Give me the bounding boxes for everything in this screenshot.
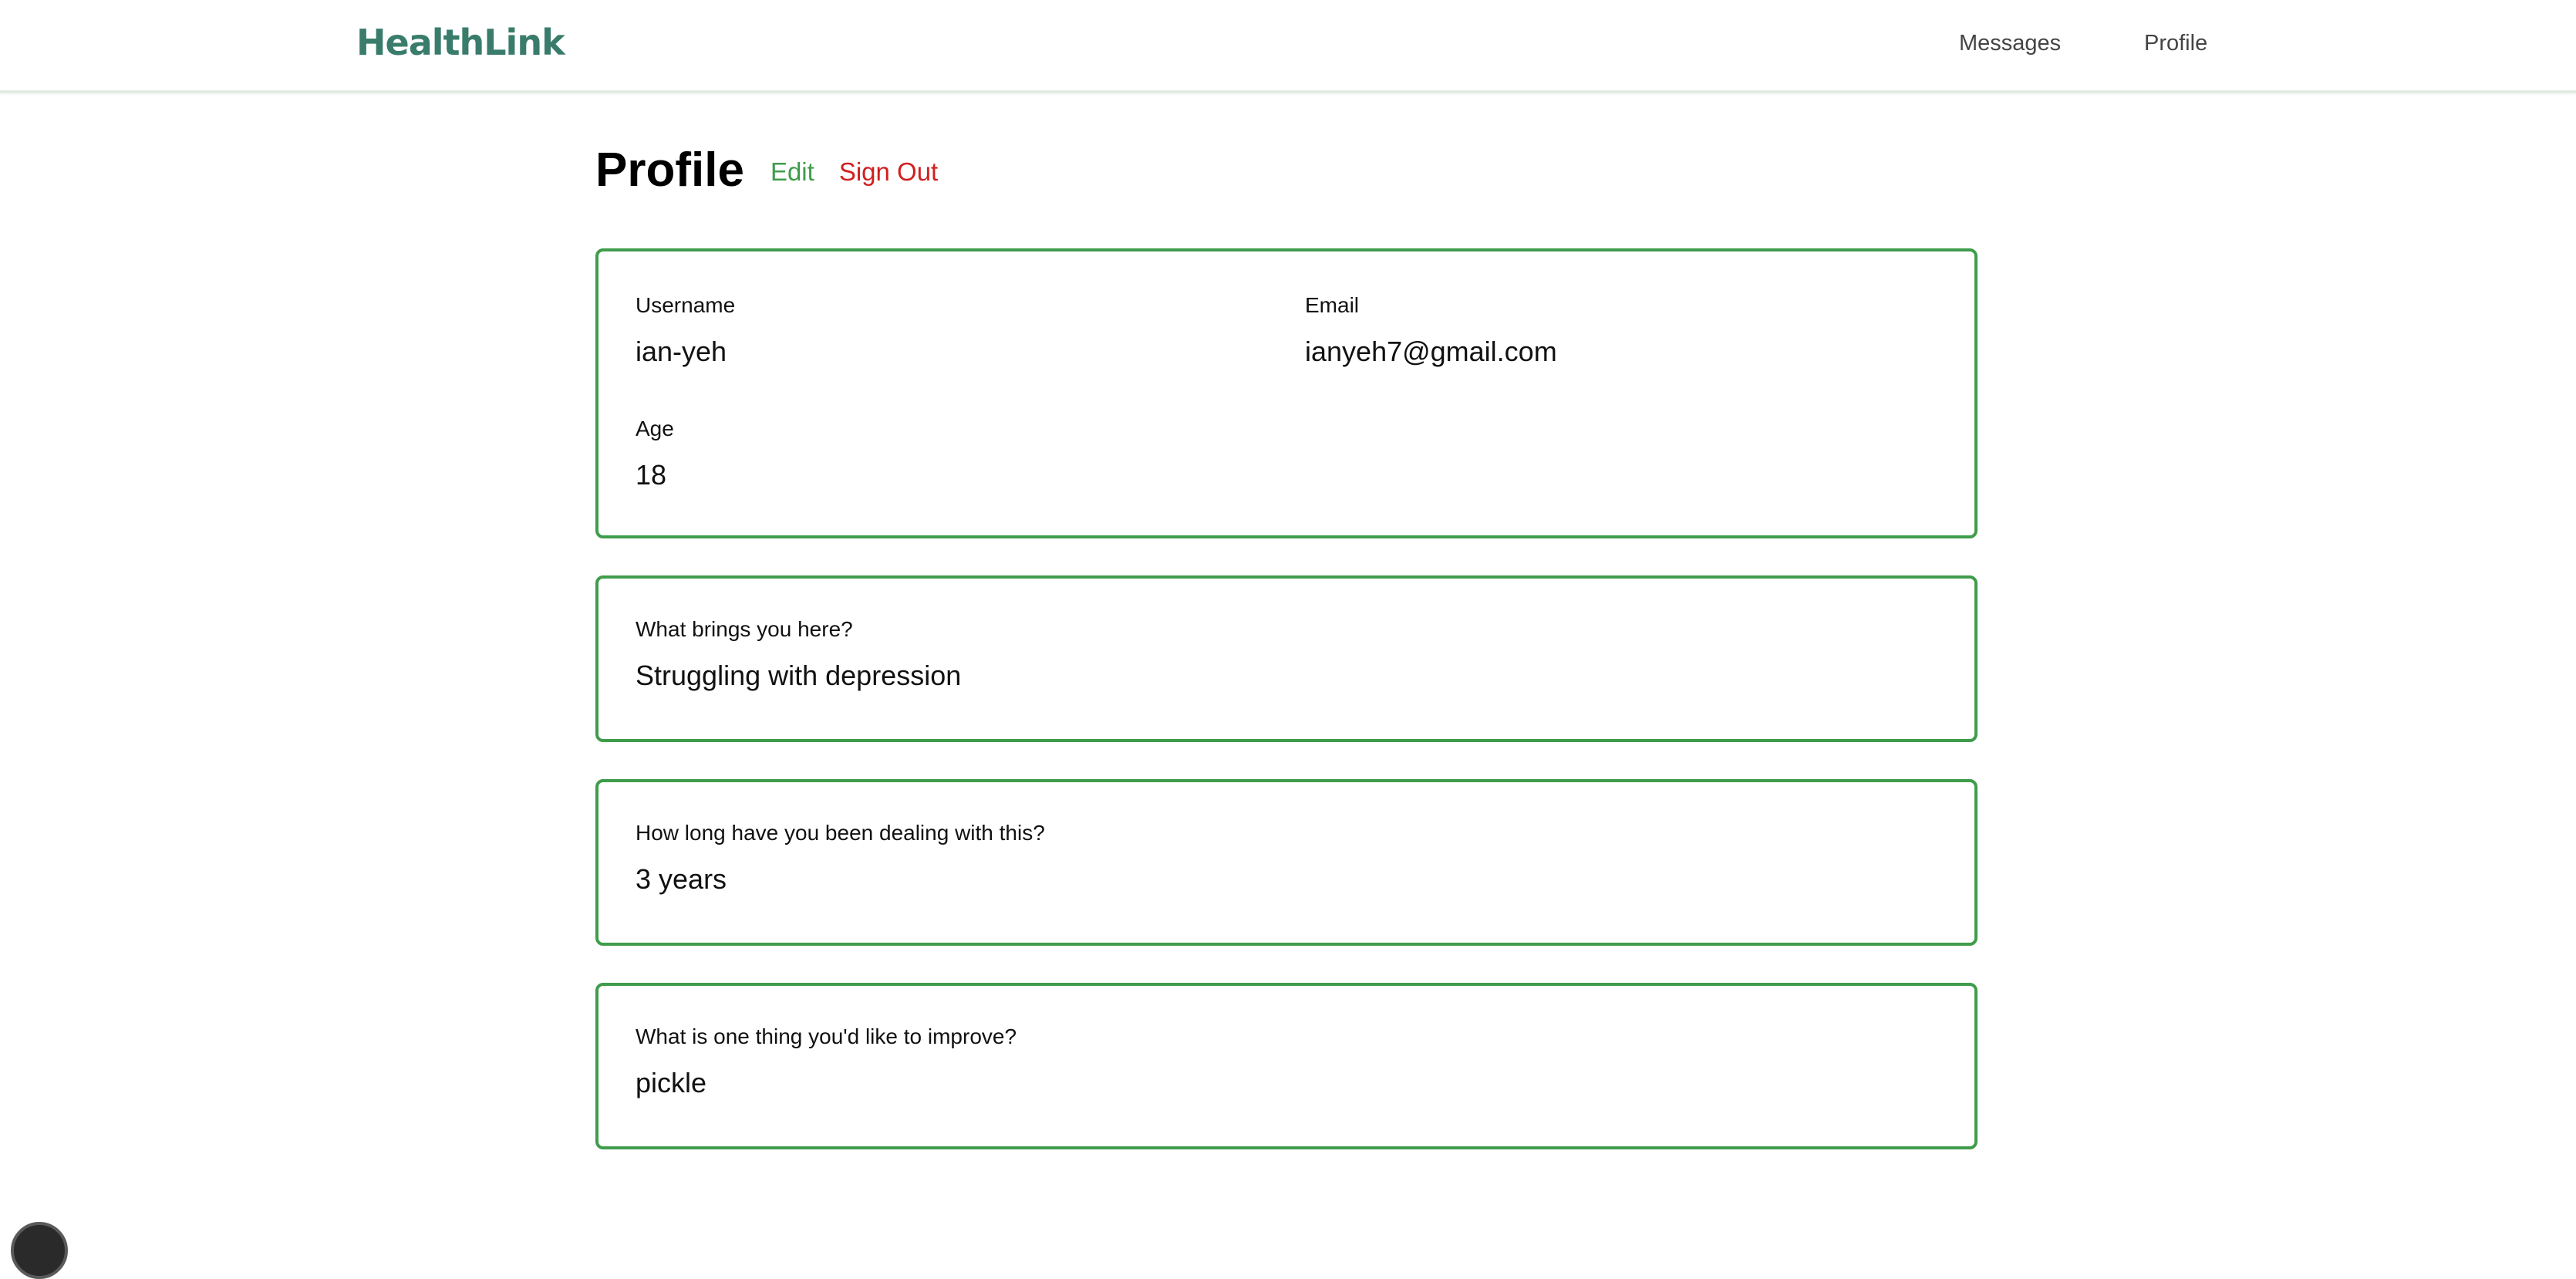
age-label: Age	[636, 417, 674, 440]
question-answer: pickle	[636, 1067, 707, 1098]
username-value: ian-yeh	[636, 336, 727, 367]
question-answer: Struggling with depression	[636, 660, 962, 691]
top-navigation-bar	[0, 0, 2576, 93]
email-label: Email	[1305, 293, 1360, 317]
page-header	[595, 142, 938, 199]
nav-messages-link[interactable]: Messages	[1959, 31, 2062, 56]
page-title: Profile	[595, 143, 744, 197]
floating-action-button[interactable]	[11, 1222, 68, 1279]
question-label: How long have you been dealing with this?	[636, 821, 1045, 845]
question-field	[636, 616, 961, 693]
question-label: What is one thing you'd like to improve?	[636, 1024, 1017, 1048]
account-info-card	[595, 248, 1978, 538]
sign-out-link[interactable]: Sign Out	[838, 157, 939, 186]
age-value: 18	[636, 459, 667, 491]
question-label: What brings you here?	[636, 617, 853, 641]
question-field	[636, 819, 1045, 896]
question-answer: 3 years	[636, 863, 727, 895]
email-field	[1305, 292, 1557, 369]
nav-profile-link[interactable]: Profile	[2144, 31, 2208, 56]
age-field	[636, 415, 674, 492]
question-card-duration	[595, 779, 1978, 946]
healthlink-logo[interactable]: HealthLink	[356, 22, 565, 63]
email-value: ianyeh7@gmail.com	[1305, 336, 1557, 367]
question-card-reason	[595, 575, 1978, 742]
edit-profile-link[interactable]: Edit	[770, 157, 814, 186]
question-card-improve	[595, 983, 1978, 1149]
username-label: Username	[636, 293, 736, 317]
username-field	[636, 292, 735, 369]
question-field	[636, 1023, 1017, 1100]
